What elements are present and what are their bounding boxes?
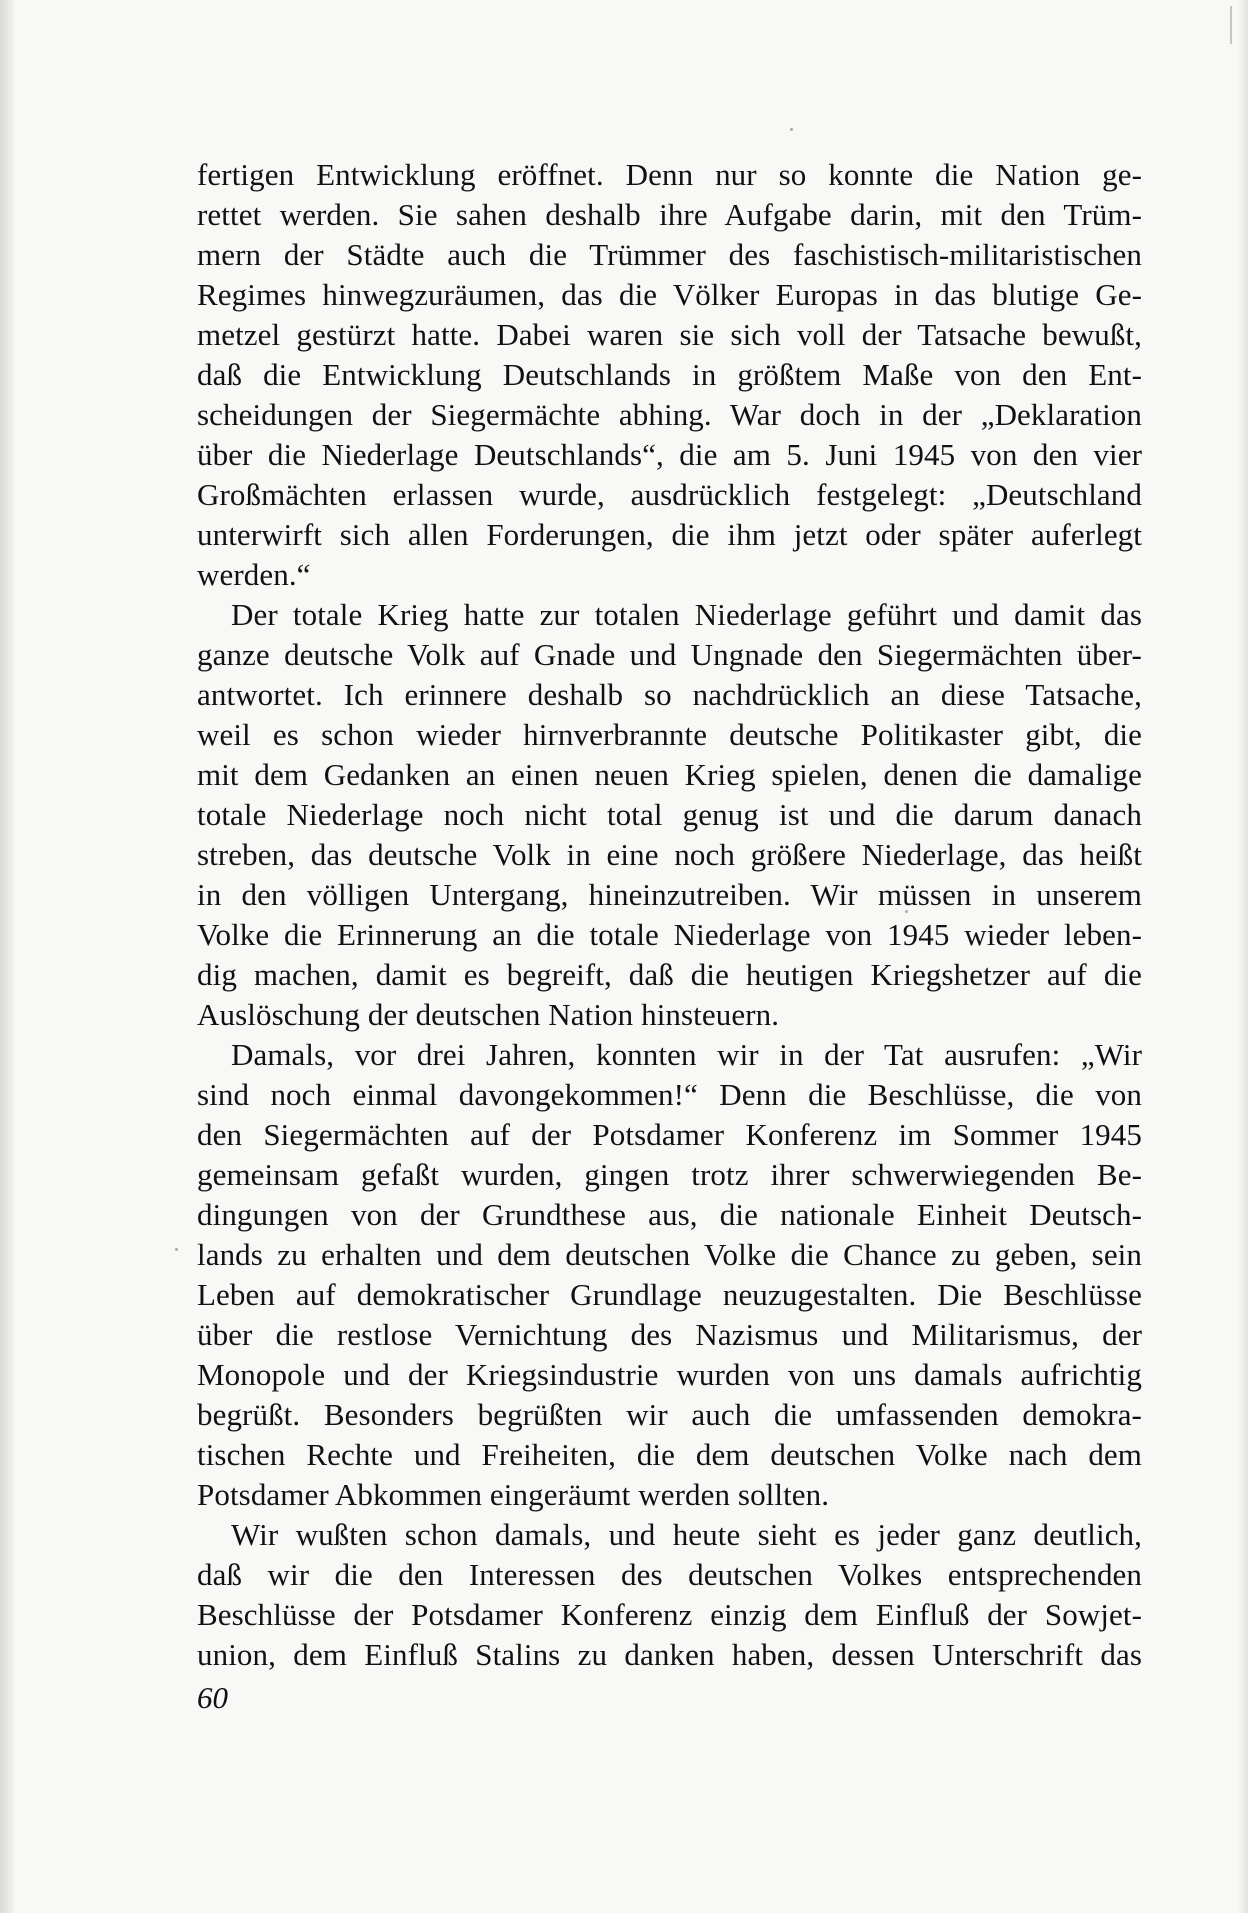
text-line: Wir wußten schon damals, und heute sieht es jeder ganz deutlich, [231,1517,1142,1552]
text-line: gemeinsam gefaßt wurden, gingen trotz ihrer schwerwiegenden Be- [197,1157,1142,1192]
text-line: antwortet. Ich erinnere deshalb so nachdrücklich an diese Tatsache, [197,677,1142,712]
scan-speck [790,128,793,131]
text-line: daß die Entwicklung Deutschlands in größtem Maße von den Ent- [197,357,1142,392]
text-line: Monopole und der Kriegsindustrie wurden von uns damals aufrichtig [197,1357,1142,1392]
text-line: unterwirft sich allen Forderungen, die ihm jetzt oder später auferlegt [197,517,1142,552]
paragraph [197,1035,1142,1515]
text-line: Beschlüsse der Potsdamer Konferenz einzig dem Einfluß der Sowjet- [197,1597,1142,1632]
text-line: rettet werden. Sie sahen deshalb ihre Aufgabe darin, mit den Trüm- [197,197,1142,232]
scan-edge-right [1238,0,1248,1913]
text-line: den Siegermächten auf der Potsdamer Konferenz im Sommer 1945 [197,1117,1142,1152]
paragraph [197,1515,1142,1675]
text-line: union, dem Einfluß Stalins zu danken haben, dessen Unterschrift das [197,1637,1142,1672]
text-line: begrüßt. Besonders begrüßten wir auch die umfassenden demokra- [197,1397,1142,1432]
paragraph [197,155,1142,595]
text-line: weil es schon wieder hirnverbrannte deutsche Politikaster gibt, die [197,717,1142,752]
text-line: tischen Rechte und Freiheiten, die dem deutschen Volke nach dem [197,1437,1142,1472]
scan-edge-left [0,0,14,1913]
text-line: sind noch einmal davongekommen!“ Denn die Beschlüsse, die von [197,1077,1142,1112]
text-line: Der totale Krieg hatte zur totalen Niederlage geführt und damit das [231,597,1142,632]
text-line: totale Niederlage noch nicht total genug ist und die darum danach [197,797,1142,832]
text-line: in den völligen Untergang, hineinzutreiben. Wir müssen in unserem [197,877,1142,912]
page-number: 60 [197,1680,228,1715]
text-line: fertigen Entwicklung eröffnet. Denn nur so konnte die Nation ge- [197,157,1142,192]
text-line: scheidungen der Siegermächte abhing. War doch in der „Deklaration [197,397,1142,432]
body-text [197,155,1142,1675]
text-line: mit dem Gedanken an einen neuen Krieg spielen, denen die damalige [197,757,1142,792]
text-line: dingungen von der Grundthese aus, die nationale Einheit Deutsch- [197,1197,1142,1232]
text-line: Leben auf demokratischer Grundlage neuzugestalten. Die Beschlüsse [197,1277,1142,1312]
paragraph [197,595,1142,1035]
text-line: mern der Städte auch die Trümmer des faschistisch-militaristischen [197,237,1142,272]
text-line: metzel gestürzt hatte. Dabei waren sie sich voll der Tatsache bewußt, [197,317,1142,352]
text-line: daß wir die den Interessen des deutschen Volkes entsprechenden [197,1557,1142,1592]
text-line: dig machen, damit es begreift, daß die heutigen Kriegshetzer auf die [197,957,1142,992]
text-line: lands zu erhalten und dem deutschen Volke die Chance zu geben, sein [197,1237,1142,1272]
text-line: Potsdamer Abkommen eingeräumt werden sollten. [197,1477,830,1512]
text-line: streben, das deutsche Volk in eine noch größere Niederlage, das heißt [197,837,1142,872]
text-line: über die restlose Vernichtung des Nazismus und Militarismus, der [197,1317,1142,1352]
text-line: Großmächten erlassen wurde, ausdrücklich festgelegt: „Deutschland [197,477,1142,512]
text-line: Damals, vor drei Jahren, konnten wir in der Tat ausrufen: „Wir [231,1037,1142,1072]
text-line: werden.“ [197,557,311,592]
scan-speck [175,1248,178,1251]
scan-corner-mark [1230,6,1236,44]
text-line: Regimes hinwegzuräumen, das die Völker Europas in das blutige Ge- [197,277,1142,312]
text-line: Volke die Erinnerung an die totale Niederlage von 1945 wieder leben- [197,917,1142,952]
text-line: ganze deutsche Volk auf Gnade und Ungnade den Siegermächten über- [197,637,1142,672]
text-line: Auslöschung der deutschen Nation hinsteuern. [197,997,780,1032]
text-line: über die Niederlage Deutschlands“, die am 5. Juni 1945 von den vier [197,437,1142,472]
